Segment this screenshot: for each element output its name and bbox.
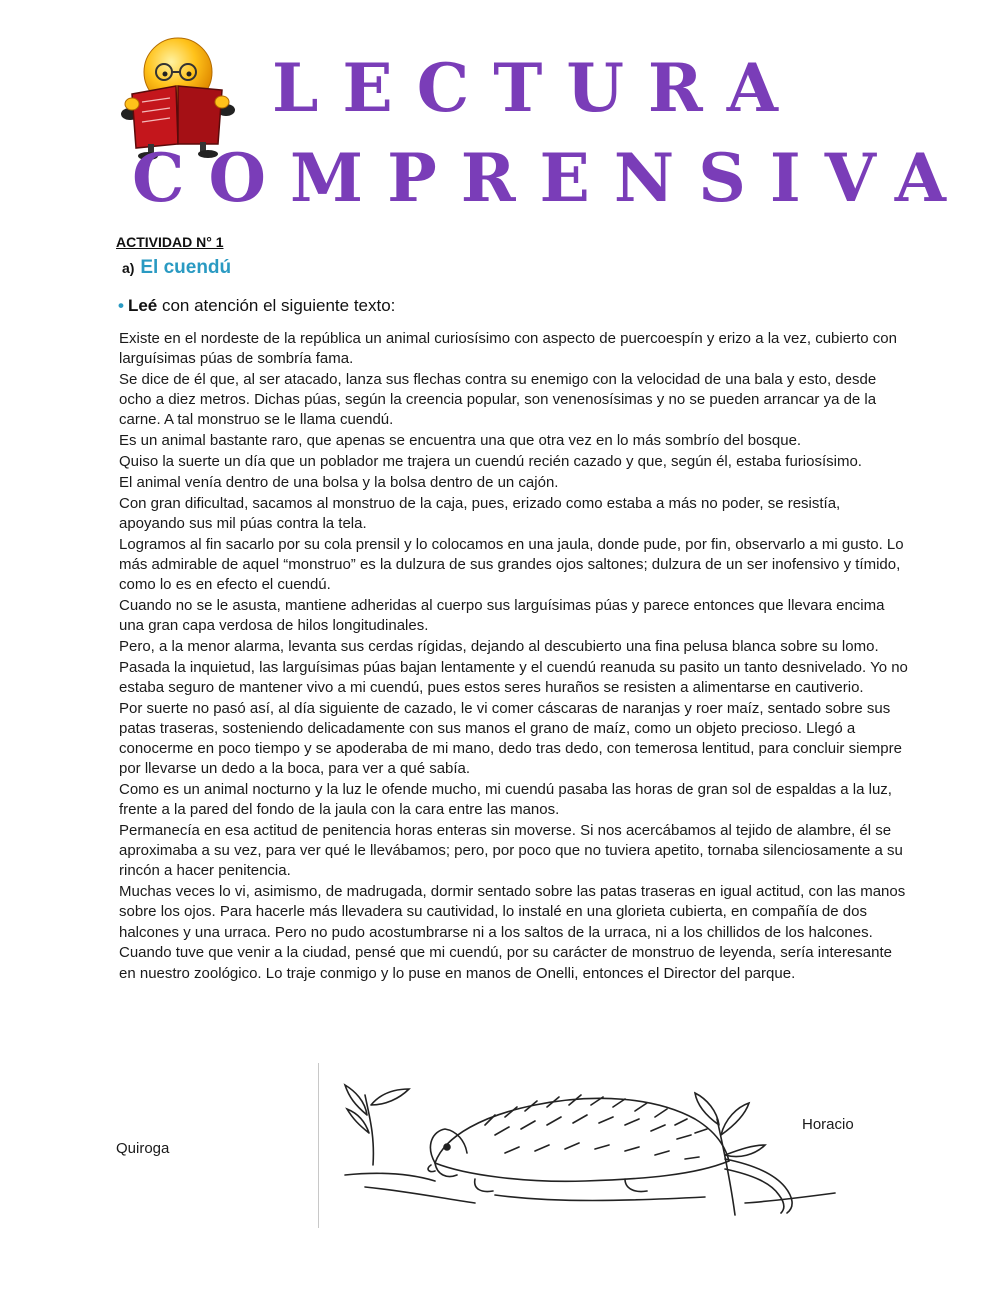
item-marker: a)	[122, 260, 135, 276]
author-last-name: Quiroga	[116, 1140, 170, 1157]
instruction	[118, 296, 395, 316]
instruction-bold: Leé	[127, 296, 158, 315]
story-paragraph: Con gran dificultad, sacamos al monstruo de la caja, pues, erizado como estaba a más no poder, se resistía, apoyando sus mil púas contra la tela.	[119, 494, 841, 532]
porcupine-sketch-icon	[325, 1075, 845, 1225]
activity-item	[122, 257, 231, 279]
activity-label: ACTIVIDAD N° 1	[116, 234, 224, 250]
story-paragraph: Permanecía en esa actitud de penitencia horas enteras sin moverse. Si nos acercábamos al tejido de alambre, él se aproximaba a su vez, para ver qué le llevábamos; pero, por poco que no tuviera apetito, tornaba silenciosamente a su rincón a hacer penitencia.	[119, 822, 903, 880]
page-title-line1: LECTURA	[272, 49, 802, 127]
story-paragraph: Se dice de él que, al ser atacado, lanza sus flechas contra su enemigo con la velocidad de una bala y esto, desde ocho a diez metros. Dichas púas, según la creencia popular, son venenosísimas y no se pueden arrancar ya de la carne. A tal monstruo se le llama cuendú.	[119, 371, 877, 429]
story-paragraph: Quiso la suerte un día que un poblador me trajera un cuendú recién cazado y que, según él, estaba furiosísimo.	[119, 453, 862, 470]
story-paragraph: Por suerte no pasó así, al día siguiente de cazado, le vi comer cáscaras de naranjas y roer maíz, sentado sobre sus patas traseras, sosteniendo delicadamente con sus manos el grano de maíz, como un objeto precioso. Llegó a conocerme en poco tiempo y se apoderaba de mi mano, dedo tras dedo, con temerosa lentitud, para concluir siempre por llevarse un dedo a la boca, para ver a qué sabía.	[119, 699, 902, 778]
bullet-icon: •	[118, 296, 124, 315]
story-paragraph: Logramos al fin sacarlo por su cola prensil y lo colocamos en una jaula, donde pude, por fin, observarlo a mi gusto. Lo más admirable de aquel “monstruo” es la dulzura de sus grandes ojos saltones; dulzura de un ser inofensivo y tímido, como lo es en efecto el cuendú.	[119, 535, 904, 593]
story-paragraph: Muchas veces lo vi, asimismo, de madrugada, dormir sentado sobre las patas traseras en igual actitud, con las manos sobre los ojos. Para hacerle más llevadera su cautividad, lo instalé en una glorieta cubierta, en compañía de dos halcones y una urraca. Pero no pudo acostumbrarse ni a los saltos de la urraca, ni a los chillidos de los halcones.	[119, 883, 906, 941]
story-paragraph: Cuando tuve que venir a la ciudad, pensé que mi cuendú, por su carácter de monstruo de leyenda, sería interesante en nuestro zoológico. Lo traje conmigo y lo puse en manos de Onelli, entonces el Director del parque.	[119, 944, 892, 982]
item-title: El cuendú	[140, 257, 232, 278]
story-paragraph: El animal venía dentro de una bolsa y la bolsa dentro de un cajón.	[119, 473, 559, 491]
story-paragraph: Como es un animal nocturno y la luz le ofende mucho, mi cuendú pasaba las horas de gran sol de espaldas a la luz, frente a la pared del fondo de la jaula con la cara entre las manos.	[119, 781, 892, 819]
story-paragraph: Cuando no se le asusta, mantiene adheridas al cuerpo sus larguísimas púas y parece entonces que llevara encima una gran capa verdosa de hilos longitudinales.	[119, 596, 885, 634]
divider	[318, 1063, 319, 1228]
story-paragraph: Pero, a la menor alarma, levanta sus cerdas rígidas, dejando al descubierto una fina pelusa blanca sobre su lomo.	[119, 637, 879, 655]
story-text	[119, 329, 909, 984]
story-paragraph: Es un animal bastante raro, que apenas se encuentra una que otra vez en lo más sombrío del bosque.	[119, 432, 802, 450]
story-paragraph: Pasada la inquietud, las larguísimas púas bajan lentamente y el cuendú reanuda su pasito un tanto desnivelado. Yo no estaba seguro de mantener vivo a mi cuendú, pues estos seres huraños se resisten a alimentarse en cautiverio.	[119, 658, 908, 696]
story-paragraph: Existe en el nordeste de la república un animal curiosísimo con aspecto de puercoespín y erizo a la vez, cubierto con larguísimas púas de sombría fama.	[119, 330, 897, 368]
author-first-name: Horacio	[802, 1116, 854, 1133]
instruction-rest: con atención el siguiente texto:	[157, 296, 396, 315]
page-title-line2: COMPRENSIVA	[132, 139, 971, 217]
